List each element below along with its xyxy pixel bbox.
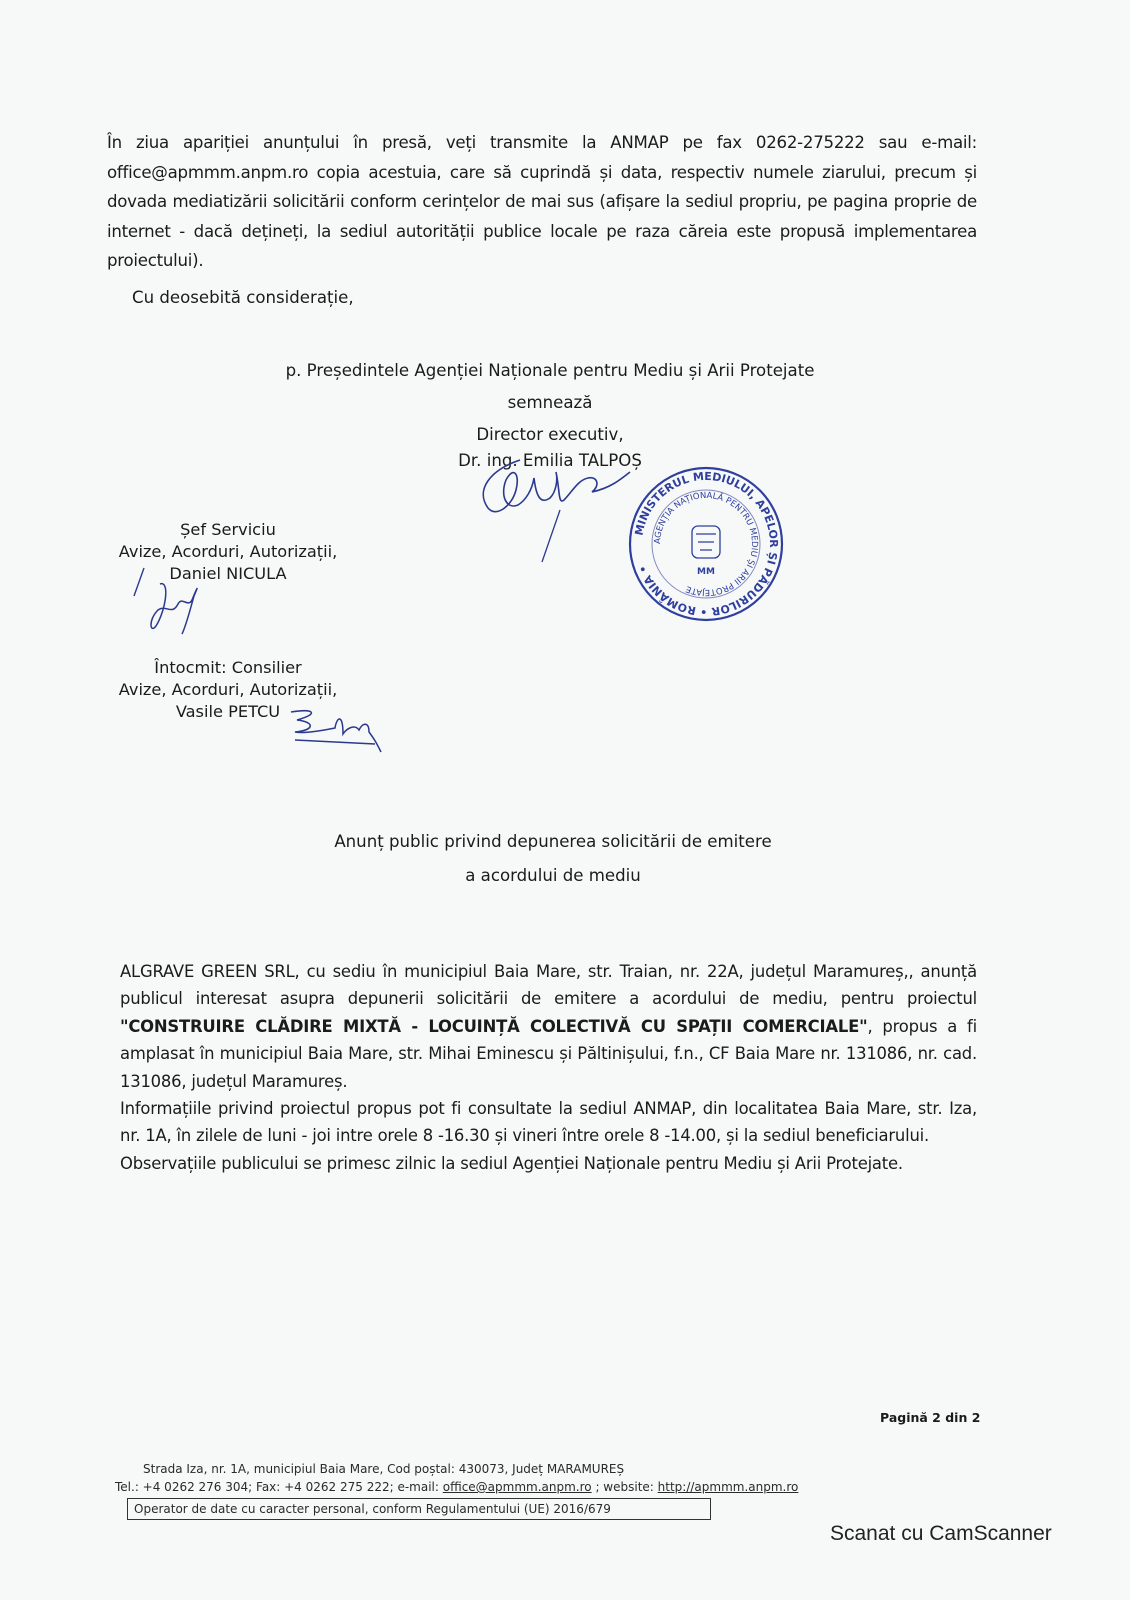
letterhead-footer xyxy=(115,1460,875,1520)
svg-text:MINISTERUL MEDIULUI, APELOR ȘI: MINISTERUL MEDIULUI, APELOR ȘI PĂDURILOR • ROMÂNIA • xyxy=(632,469,781,619)
svg-text:MM: MM xyxy=(697,567,715,577)
footer-contact: Tel.: +4 0262 276 304; Fax: +4 0262 275 222; e-mail: office@apmmm.anpm.ro ; website: http://apmmm.anpm.ro xyxy=(115,1480,799,1494)
footer-email-link[interactable]: office@apmmm.anpm.ro xyxy=(442,1480,592,1494)
director-signature-icon xyxy=(460,450,640,570)
signatory-line-name: Dr. ing. Emilia TALPOȘ xyxy=(458,451,642,470)
chief-name: Daniel NICULA xyxy=(169,564,287,583)
notice-paragraph-applicant: ALGRAVE GREEN SRL, cu sediu în municipiul Baia Mare, str. Traian, nr. 22A, județul Maramureș,, anunță publicul interesat asupra depunerii solicitării de emitere a acordului de mediu, pentru proiectul "CONSTRUIRE CLĂDIRE MIXTĂ - LOCUINȚĂ COLECTIVĂ CU SPAȚII COMERCIALE", propus a fi amplasat în municipiul Baia Mare, str. Mihai Eminescu și Păltinișului, f.n., CF Baia Mare nr. 131086, nr. cad. 131086, județul Maramureș. xyxy=(120,962,977,1091)
signatory-line-president: p. Președintele Agenției Naționale pentru Mediu și Arii Protejate xyxy=(285,361,815,380)
footer-address: Strada Iza, nr. 1A, municipiul Baia Mare, Cod poștal: 430073, Județ MARAMUREȘ xyxy=(143,1462,625,1476)
closing-salutation: Cu deosebită considerație, xyxy=(132,288,354,307)
drafter-name: Vasile PETCU xyxy=(175,702,281,721)
camscanner-watermark: Scanat cu CamScanner xyxy=(830,1522,1052,1545)
gdpr-notice-box: Operator de date cu caracter personal, conform Regulamentului (UE) 2016/679 xyxy=(127,1498,711,1520)
drafter-signature-icon xyxy=(285,700,395,760)
notice-title-line2: a acordului de mediu xyxy=(465,866,641,885)
notice-title xyxy=(0,825,1106,893)
notice-title-line1: Anunț public privind depunerea solicitării de emitere xyxy=(334,832,772,851)
intro-paragraph xyxy=(107,128,977,276)
official-stamp-icon xyxy=(626,464,786,624)
drafter-title: Întocmit: Consilier xyxy=(154,658,302,677)
signatory-line-title: Director executiv, xyxy=(476,425,624,444)
notice-paragraph-info: Informațiile privind proiectul propus pot fi consultate la sediul ANMAP, din localitatea Baia Mare, str. Iza, nr. 1A, în zilele de luni - joi intre orele 8 -16.30 și vineri între orele 8 -14.00, și la sediul beneficiarului. xyxy=(120,1099,977,1146)
chief-title: Șef Serviciu xyxy=(180,520,276,539)
notice-body xyxy=(120,958,977,1177)
chief-department: Avize, Acorduri, Autorizații, xyxy=(118,542,338,561)
drafter-department: Avize, Acorduri, Autorizații, xyxy=(118,680,338,699)
chief-signature-icon xyxy=(130,560,220,640)
intro-text: În ziua apariției anunțului în presă, veți transmite la ANMAP pe fax 0262-275222 sau e-mail: office@apmmm.anpm.ro copia acestuia, care să cuprindă și data, respectiv numele ziarului, precum și dovada mediatizării solicitării conform cerințelor de mai sus (afișare la sediul propriu, pe pagina proprie de internet - dacă dețineți, la sediul autorității publice locale pe raza căreia este propusă implementarea proiectului). xyxy=(107,133,977,271)
footer-website-link[interactable]: http://apmmm.anpm.ro xyxy=(657,1480,799,1494)
notice-paragraph-observations: Observațiile publicului se primesc zilnic la sediul Agenției Naționale pentru Mediu și Arii Protejate. xyxy=(120,1153,903,1173)
project-name: "CONSTRUIRE CLĂDIRE MIXTĂ - LOCUINȚĂ COLECTIVĂ CU SPAȚII COMERCIALE" xyxy=(120,1016,868,1036)
signatory-line-signs: semnează xyxy=(507,393,593,412)
page-number: Pagină 2 din 2 xyxy=(880,1410,981,1425)
svg-text:AGENȚIA NAȚIONALĂ PENTRU MEDIU: AGENȚIA NAȚIONALĂ PENTRU MEDIU ȘI ARII PROTEJATE xyxy=(652,490,760,598)
